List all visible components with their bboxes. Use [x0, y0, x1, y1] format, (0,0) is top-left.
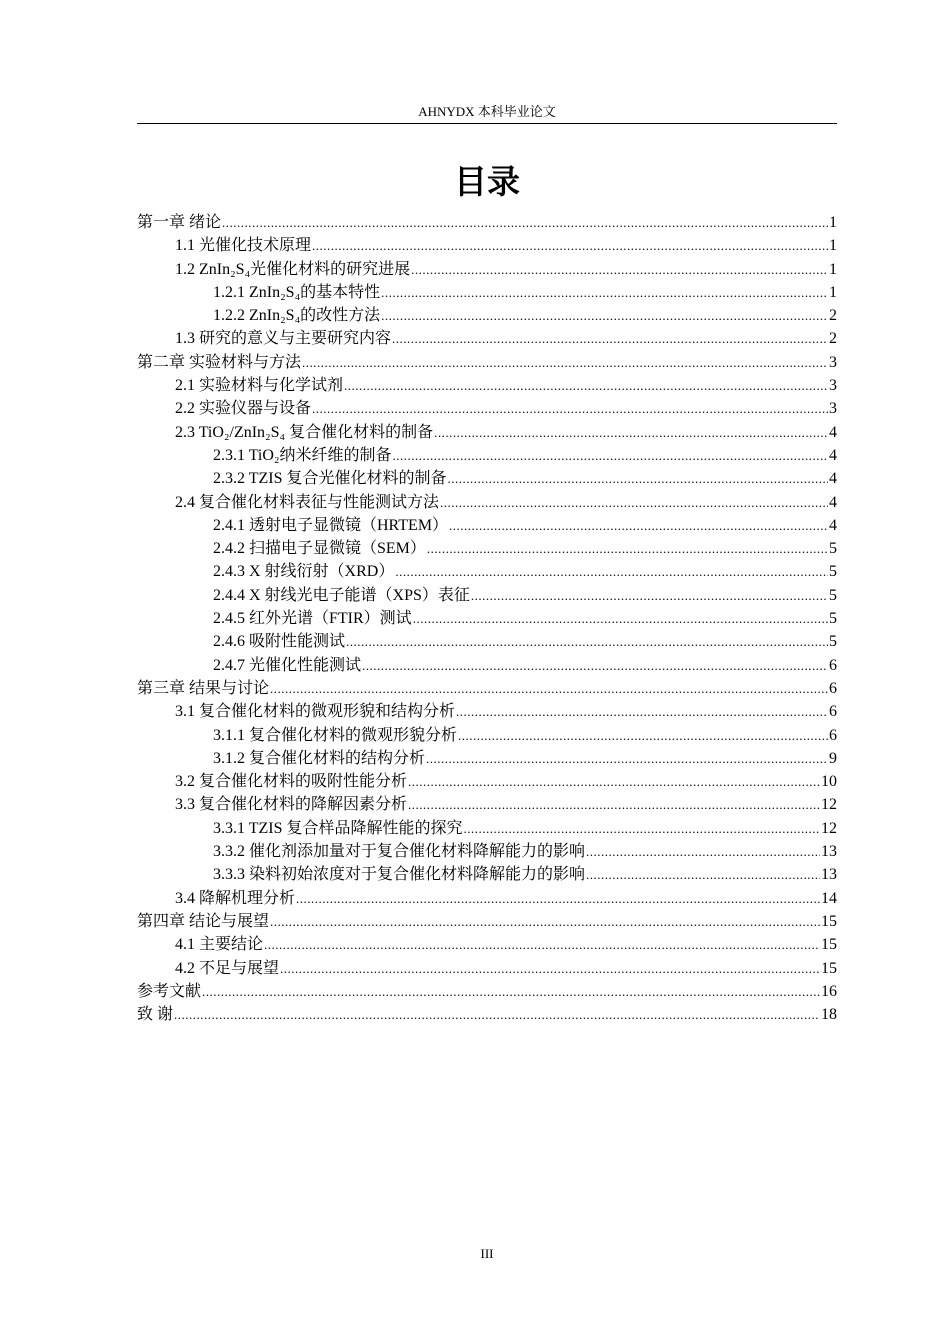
toc-entry-page: 13	[821, 866, 837, 884]
toc-entry[interactable]	[137, 374, 837, 397]
toc-leader-dots	[440, 491, 828, 514]
toc-entry-page: 12	[821, 796, 837, 814]
toc-leader-dots	[434, 421, 828, 444]
toc-entry[interactable]	[137, 304, 837, 327]
toc-leader-dots	[471, 584, 828, 607]
toc-entry-label: 1.2.1 ZnIn₂S₄的基本特性	[213, 283, 381, 301]
toc-leader-dots	[427, 537, 828, 560]
toc-entry-page: 2	[829, 307, 837, 325]
toc-leader-dots	[381, 304, 828, 327]
toc-leader-dots	[344, 374, 828, 397]
toc-entry[interactable]	[137, 654, 837, 677]
toc-leader-dots	[449, 514, 828, 537]
toc-entry-page: 6	[829, 656, 837, 674]
toc-entry[interactable]	[137, 327, 837, 350]
toc-entry-label: 3.1.2 复合催化材料的结构分析	[213, 749, 426, 767]
toc-entry-page: 12	[821, 819, 837, 837]
toc-leader-dots	[270, 677, 828, 700]
toc-entry[interactable]	[137, 957, 837, 980]
toc-entry-label: 2.4.7 光催化性能测试	[213, 656, 362, 674]
toc-entry-page: 15	[821, 959, 837, 977]
toc-entry-page: 4	[829, 516, 837, 534]
toc-entry-page: 5	[829, 610, 837, 628]
toc-entry[interactable]	[137, 444, 837, 467]
toc-entry-page: 15	[821, 936, 837, 954]
toc-entry-label: 2.4.1 透射电子显微镜（HRTEM）	[213, 516, 449, 534]
toc-entry-label: 3.2 复合催化材料的吸附性能分析	[175, 773, 408, 791]
toc-entry-label: 第四章 结论与展望	[137, 912, 270, 930]
toc-entry[interactable]	[137, 560, 837, 583]
toc-title: 目录	[454, 162, 520, 201]
toc-leader-dots	[174, 1003, 820, 1026]
toc-entry[interactable]	[137, 933, 837, 956]
toc-entry-label: 2.2 实验仪器与设备	[175, 400, 312, 418]
toc-leader-dots	[302, 351, 828, 374]
toc-entry-label: 3.1 复合催化材料的微观形貌和结构分析	[175, 703, 456, 721]
toc-entry-label: 1.3 研究的意义与主要研究内容	[175, 330, 392, 348]
toc-entry-page: 3	[829, 377, 837, 395]
toc-entry-page: 2	[829, 330, 837, 348]
toc-entry-label: 2.4.2 扫描电子显微镜（SEM）	[213, 540, 426, 558]
toc-entry-page: 6	[829, 703, 837, 721]
toc-entry[interactable]	[137, 770, 837, 793]
toc-entry[interactable]	[137, 351, 837, 374]
toc-entry-label: 3.1.1 复合催化材料的微观形貌分析	[213, 726, 458, 744]
toc-entry[interactable]	[137, 234, 837, 257]
toc-leader-dots	[393, 444, 828, 467]
toc-leader-dots	[270, 910, 820, 933]
toc-entry-label: 参考文献	[137, 982, 202, 1000]
toc-leader-dots	[408, 793, 820, 816]
toc-entry-page: 3	[829, 353, 837, 371]
toc-leader-dots	[586, 863, 820, 886]
toc-entry-label: 2.4.5 红外光谱（FTIR）测试	[213, 610, 412, 628]
toc-entry[interactable]	[137, 700, 837, 723]
toc-entry-page: 3	[829, 400, 837, 418]
page-number: III	[480, 1246, 494, 1261]
toc-entry-label: 3.3.3 染料初始浓度对于复合催化材料降解能力的影响	[213, 866, 586, 884]
toc-entry-label: 4.2 不足与展望	[175, 959, 280, 977]
toc-entry-page: 1	[829, 214, 837, 231]
header-rule	[137, 123, 837, 124]
toc-entry[interactable]	[137, 584, 837, 607]
toc-entry-label: 2.4.3 X 射线衍射（XRD）	[213, 563, 395, 581]
toc-leader-dots	[411, 258, 828, 281]
toc-leader-dots	[346, 630, 828, 653]
toc-entry[interactable]	[137, 677, 837, 700]
toc-entry-label: 2.4.6 吸附性能测试	[213, 633, 346, 651]
toc-leader-dots	[395, 560, 828, 583]
toc-leader-dots	[426, 747, 828, 770]
toc-leader-dots	[381, 281, 828, 304]
toc-leader-dots	[456, 700, 828, 723]
toc-entry-label: 2.1 实验材料与化学试剂	[175, 377, 344, 395]
toc-leader-dots	[264, 933, 820, 956]
toc-entry-label: 2.3.1 TiO₂纳米纤维的制备	[213, 446, 392, 464]
toc-entry-label: 2.3 TiO₂/ZnIn₂S₄ 复合催化材料的制备	[175, 423, 434, 441]
toc-entry[interactable]	[137, 817, 837, 840]
toc-entry-label: 致 谢	[137, 1006, 174, 1024]
toc-entry[interactable]	[137, 258, 837, 281]
toc-entry-label: 第三章 结果与讨论	[137, 679, 270, 697]
toc-entry-page: 5	[829, 586, 837, 604]
toc-leader-dots	[413, 607, 828, 630]
toc-entry[interactable]	[137, 980, 837, 1003]
toc-entry-page: 5	[829, 540, 837, 558]
toc-entry[interactable]	[137, 281, 837, 304]
toc-entry[interactable]	[137, 793, 837, 816]
toc-leader-dots	[222, 211, 828, 234]
toc-entry-label: 第二章 实验材料与方法	[137, 353, 302, 371]
toc-leader-dots	[362, 654, 828, 677]
toc-entry-label: 1.2.2 ZnIn₂S₄的改性方法	[213, 307, 381, 325]
toc-entry[interactable]	[137, 747, 837, 770]
toc-entry-label: 2.4.4 X 射线光电子能谱（XPS）表征	[213, 586, 470, 604]
toc-entry-label: 3.3 复合催化材料的降解因素分析	[175, 796, 408, 814]
toc-entry-label: 1.1 光催化技术原理	[175, 237, 312, 255]
toc-entry-page: 16	[821, 982, 837, 1000]
toc-leader-dots	[586, 840, 820, 863]
toc-leader-dots	[202, 980, 820, 1003]
toc-entry[interactable]	[137, 514, 837, 537]
toc-entry[interactable]	[137, 491, 837, 514]
toc-entry-page: 6	[829, 679, 837, 697]
toc-leader-dots	[408, 770, 820, 793]
toc-entry-label: 2.4 复合催化材料表征与性能测试方法	[175, 493, 440, 511]
toc-entry-page: 14	[821, 889, 837, 907]
running-header: AHNYDX 本科毕业论文	[418, 104, 556, 119]
toc-entry[interactable]	[137, 1003, 837, 1026]
toc-entry[interactable]	[137, 840, 837, 863]
toc-entry-label: 4.1 主要结论	[175, 936, 264, 954]
toc-leader-dots	[464, 817, 821, 840]
toc-entry-page: 9	[829, 749, 837, 767]
toc-entry[interactable]	[137, 887, 837, 910]
toc-leader-dots	[312, 234, 828, 257]
toc-entry-page: 4	[829, 470, 837, 488]
toc-entry-page: 1	[829, 237, 837, 255]
toc-entry-page: 1	[829, 260, 837, 278]
toc-entry-page: 4	[829, 423, 837, 441]
toc-leader-dots	[312, 397, 828, 420]
toc-entry[interactable]	[137, 397, 837, 420]
toc-entry[interactable]	[137, 910, 837, 933]
toc-entry-page: 13	[821, 843, 837, 861]
toc-entry-page: 5	[829, 563, 837, 581]
toc-entry-label: 3.4 降解机理分析	[175, 889, 296, 907]
toc-entry-label: 3.3.2 催化剂添加量对于复合催化材料降解能力的影响	[213, 843, 586, 861]
toc-entry-page: 6	[829, 726, 837, 744]
table-of-contents	[137, 211, 837, 1026]
toc-entry[interactable]	[137, 467, 837, 490]
toc-entry[interactable]	[137, 607, 837, 630]
toc-entry-label: 1.2 ZnIn₂S₄光催化材料的研究进展	[175, 260, 411, 278]
toc-leader-dots	[448, 467, 829, 490]
toc-entry-label: 第一章 绪论	[137, 214, 222, 231]
toc-leader-dots	[392, 327, 828, 350]
toc-entry[interactable]	[137, 421, 837, 444]
toc-entry-page: 18	[821, 1006, 837, 1024]
toc-entry-page: 10	[821, 773, 837, 791]
toc-entry-page: 5	[829, 633, 837, 651]
toc-entry-label: 3.3.1 TZIS 复合样品降解性能的探究	[213, 819, 463, 837]
toc-leader-dots	[280, 957, 820, 980]
toc-entry-page: 15	[821, 912, 837, 930]
toc-entry[interactable]	[137, 211, 837, 234]
toc-entry[interactable]	[137, 537, 837, 560]
toc-entry[interactable]	[137, 863, 837, 886]
toc-entry[interactable]	[137, 630, 837, 653]
toc-leader-dots	[458, 724, 828, 747]
toc-entry[interactable]	[137, 724, 837, 747]
toc-entry-label: 2.3.2 TZIS 复合光催化材料的制备	[213, 470, 447, 488]
toc-leader-dots	[296, 887, 820, 910]
toc-entry-page: 4	[829, 446, 837, 464]
toc-entry-page: 1	[829, 283, 837, 301]
toc-entry-page: 4	[829, 493, 837, 511]
